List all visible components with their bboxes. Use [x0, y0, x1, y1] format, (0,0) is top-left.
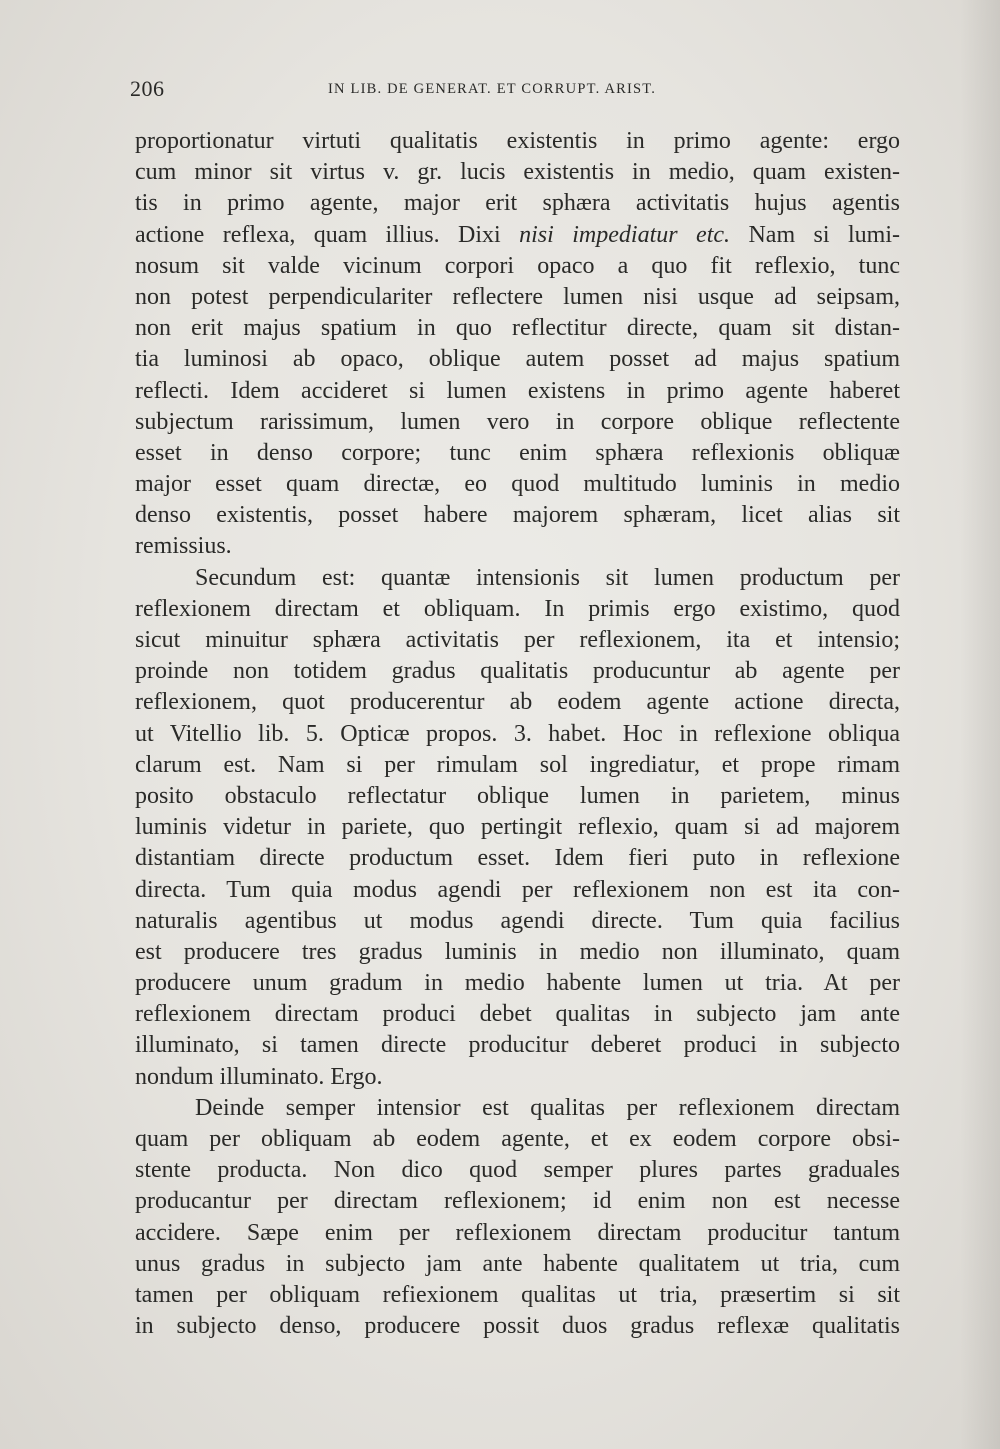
text-line: nosum sit valde vicinum corpori opaco a quo fit reflexio, tunc: [135, 252, 900, 279]
text-line: in subjecto denso, producere possit duos gradus reflexæ qualitatis: [135, 1313, 900, 1340]
text-line: luminis videtur in pariete, quo pertingit reflexio, quam si ad majorem: [135, 814, 900, 841]
text-line: producantur per directam reflexionem; id enim non est necesse: [135, 1188, 900, 1215]
text-line: denso existentis, posset habere majorem sphæram, licet alias sit: [135, 502, 900, 529]
text-line: directa. Tum quia modus agendi per reflexionem non est ita con-: [135, 876, 900, 903]
text-line: non potest perpendiculariter reflectere lumen nisi usque ad seipsam,: [135, 283, 900, 310]
text-line: esset in denso corpore; tunc enim sphæra reflexionis obliquæ: [135, 439, 900, 466]
italic-phrase: nisi impediatur etc.: [519, 221, 731, 248]
text-line: posito obstaculo reflectatur oblique lumen in parietem, minus: [135, 782, 900, 809]
text-line: quam per obliquam ab eodem agente, et ex eodem corpore obsi-: [135, 1126, 900, 1152]
text-line: cum minor sit virtus v. gr. lucis existentis in medio, quam existen-: [135, 159, 900, 186]
text-line: stente producta. Non dico quod semper plures partes graduales: [135, 1157, 900, 1184]
text-line: proportionatur virtuti qualitatis existentis in primo agente: ergo: [135, 128, 900, 154]
text-line: reflexionem, quot producerentur ab eodem agente actione directa,: [135, 689, 900, 716]
running-title: IN LIB. DE GENERAT. ET CORRUPT. ARIST.: [328, 81, 657, 97]
text-line: accidere. Sæpe enim per reflexionem directam producitur tantum: [135, 1219, 900, 1246]
text-line: reflecti. Idem accideret si lumen existens in primo agente haberet: [135, 377, 900, 404]
text-line: proinde non totidem gradus qualitatis producuntur ab agente per: [135, 658, 900, 685]
text-line: ut Vitellio lib. 5. Opticæ propos. 3. habet. Hoc in reflexione obliqua: [135, 720, 900, 747]
text-line: reflexionem directam produci debet qualitas in subjecto jam ante: [135, 1001, 900, 1028]
body-text: [135, 126, 900, 1342]
text-line: est producere tres gradus luminis in medio non illuminato, quam: [135, 938, 900, 965]
text-line: reflexionem directam et obliquam. In primis ergo existimo, quod: [135, 595, 900, 622]
text-line: unus gradus in subjecto jam ante habente qualitatem ut tria, cum: [135, 1250, 900, 1277]
text-line: producere unum gradum in medio habente lumen ut tria. At per: [135, 970, 900, 997]
page-number: 206: [130, 76, 165, 101]
text-line: clarum est. Nam si per rimulam sol ingrediatur, et prope rimam: [135, 751, 900, 778]
text-line: naturalis agentibus ut modus agendi directe. Tum quia facilius: [135, 907, 900, 934]
text-line: nondum illuminato. Ergo.: [135, 1063, 383, 1090]
text-line: tamen per obliquam refiexionem qualitas ut tria, præsertim si sit: [135, 1281, 900, 1308]
text-line: remissius.: [135, 533, 232, 560]
page-edge-shadow: [960, 0, 1000, 1449]
page-header: [130, 76, 900, 106]
text-line: Secundum est: quantæ intensionis sit lumen productum per: [195, 564, 900, 591]
text-line: Deinde semper intensior est qualitas per reflexionem directam: [195, 1094, 900, 1121]
text-line: illuminato, si tamen directe producitur deberet produci in subjecto: [135, 1032, 900, 1059]
text-line: tis in primo agente, major erit sphæra activitatis hujus agentis: [135, 190, 900, 217]
text-line: distantiam directe productum esset. Idem fieri puto in reflexione: [135, 845, 900, 872]
text-line: non erit majus spatium in quo reflectitur directe, quam sit distan-: [135, 315, 900, 342]
text-line: subjectum rarissimum, lumen vero in corpore oblique reflectente: [135, 408, 900, 435]
text-line: actione reflexa, quam illius. Dixi nisi impediatur etc. Nam si lumi-: [135, 221, 900, 248]
text-line: tia luminosi ab opaco, oblique autem posset ad majus spatium: [135, 346, 900, 373]
text-line: sicut minuitur sphæra activitatis per reflexionem, ita et intensio;: [135, 627, 900, 653]
text-line: major esset quam directæ, eo quod multitudo luminis in medio: [135, 471, 900, 498]
